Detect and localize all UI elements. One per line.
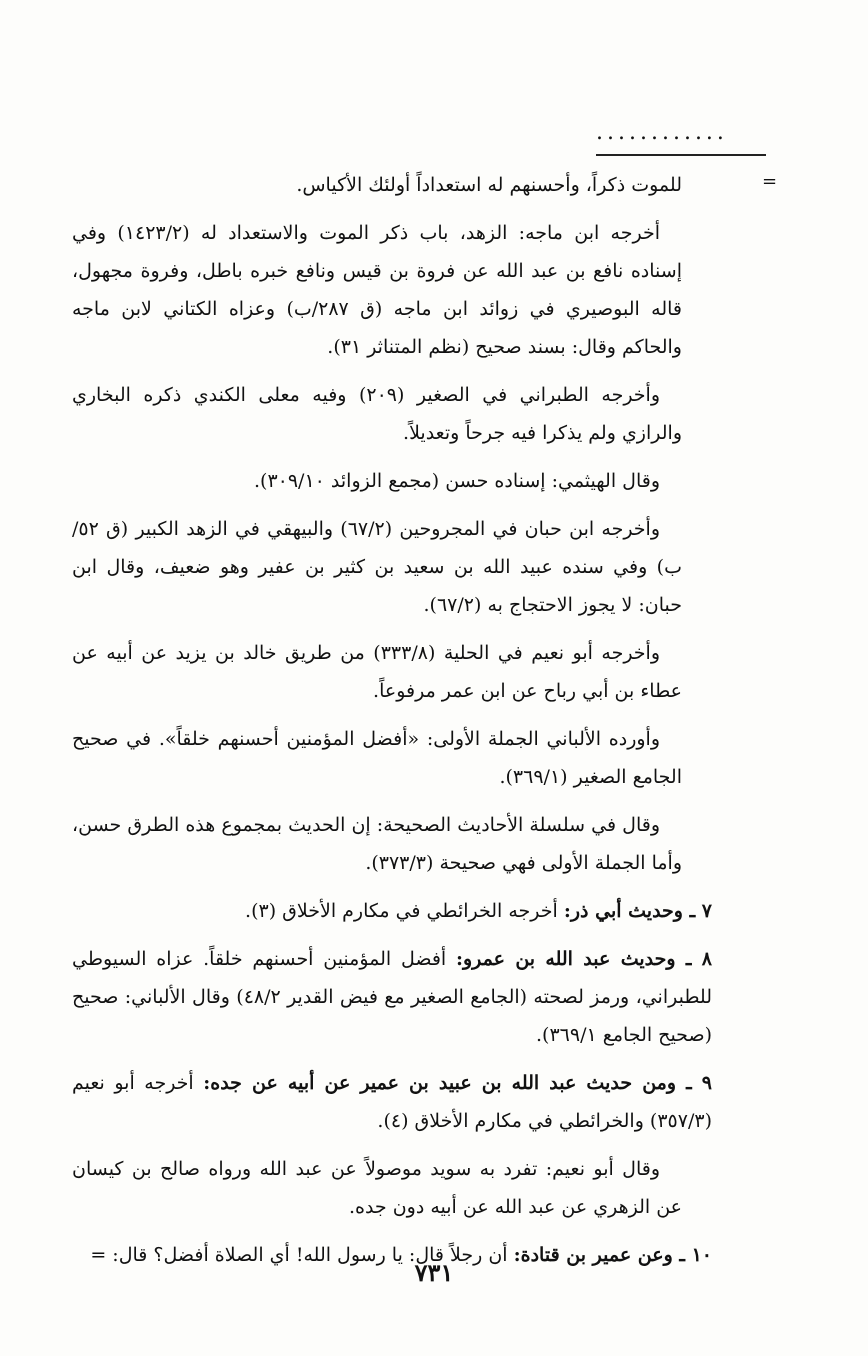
hadith-item — [72, 892, 712, 930]
paragraph: أخرجه ابن ماجه: الزهد، باب ذكر الموت والاستعداد له (١٤٢٣/٢) وفي إسناده نافع بن عبد الله عن فروة بن قيس ونافع خبره باطل، وفروة مجهول، قاله البوصيري في زوائد ابن ماجه (ق ٢٨٧/ب) وعزاه الكتاني لابن ماجه والحاكم وقال: بسند صحيح (نظم المتناثر ٣١). — [72, 222, 682, 358]
item-label: ٩ ـ ومن حديث عبد الله بن عبيد بن عمير عن أبيه عن جده: — [203, 1072, 712, 1094]
item-text: أفضل المؤمنين أحسنهم خلقاً. عزاه السيوطي للطبراني، ورمز لصحته (الجامع الصغير مع فيض القدير ٤٨/٢) وقال الألباني: صحيح (صحيح الجامع ٣٦٩/١). — [72, 948, 712, 1046]
item-label: ١٠ ـ وعن عمير بن قتادة: — [513, 1244, 712, 1266]
paragraph: وأخرجه ابن حبان في المجروحين (٦٧/٢) والبيهقي في الزهد الكبير (ق ٥٢/ب) وفي سنده عبيد الله بن سعيد بن كثير بن عفير وهو ضعيف، وقال ابن حبان: لا يجوز الاحتجاج به (٦٧/٢). — [72, 518, 682, 616]
item-label: ٨ ـ وحديث عبد الله بن عمرو: — [455, 948, 712, 970]
footnote-separator — [596, 154, 766, 156]
paragraph: وقال أبو نعيم: تفرد به سويد موصولاً عن عبد الله ورواه صالح بن كيسان عن الزهري عن عبد الله عن أبيه دون جده. — [72, 1158, 682, 1218]
paragraph: وأورده الألباني الجملة الأولى: «أفضل المؤمنين أحسنهم خلقاً». في صحيح الجامع الصغير (٣٦٩/١). — [72, 728, 682, 788]
item-text: أخرجه الخرائطي في مكارم الأخلاق (٣). — [245, 900, 564, 922]
footnote-text — [72, 166, 712, 1284]
footnote-dots: ............ — [596, 120, 728, 145]
item-text: أن رجلاً قال: يا رسول الله! أي الصلاة أفضل؟ قال: = — [90, 1244, 514, 1266]
paragraph: وقال الهيثمي: إسناده حسن (مجمع الزوائد ٣٠٩/١٠). — [253, 470, 660, 492]
hadith-item — [72, 940, 712, 1054]
item-text: أخرجه أبو نعيم (٣٥٧/٣) والخرائطي في مكارم الأخلاق (٤). — [72, 1072, 712, 1132]
paragraph: وأخرجه أبو نعيم في الحلية (٣٣٣/٨) من طريق خالد بن يزيد عن أبيه عن عطاء بن أبي رباح عن ابن عمر مرفوعاً. — [72, 642, 682, 702]
paragraph: وقال في سلسلة الأحاديث الصحيحة: إن الحديث بمجموع هذه الطرق حسن، وأما الجملة الأولى فهي صحيحة (٣٧٣/٣). — [72, 814, 682, 874]
paragraph: وأخرجه الطبراني في الصغير (٢٠٩) وفيه معلى الكندي ذكره البخاري والرازي ولم يذكرا فيه جرحاً وتعديلاً. — [72, 384, 682, 444]
hadith-item — [72, 1064, 712, 1140]
paragraph: للموت ذكراً، وأحسنهم له استعداداً أولئك الأكياس. — [296, 174, 682, 196]
item-label: ٧ ـ وحديث أبي ذر: — [563, 900, 712, 922]
page-number: ٧٣١ — [414, 1258, 454, 1287]
continuation-mark: = — [762, 171, 778, 192]
